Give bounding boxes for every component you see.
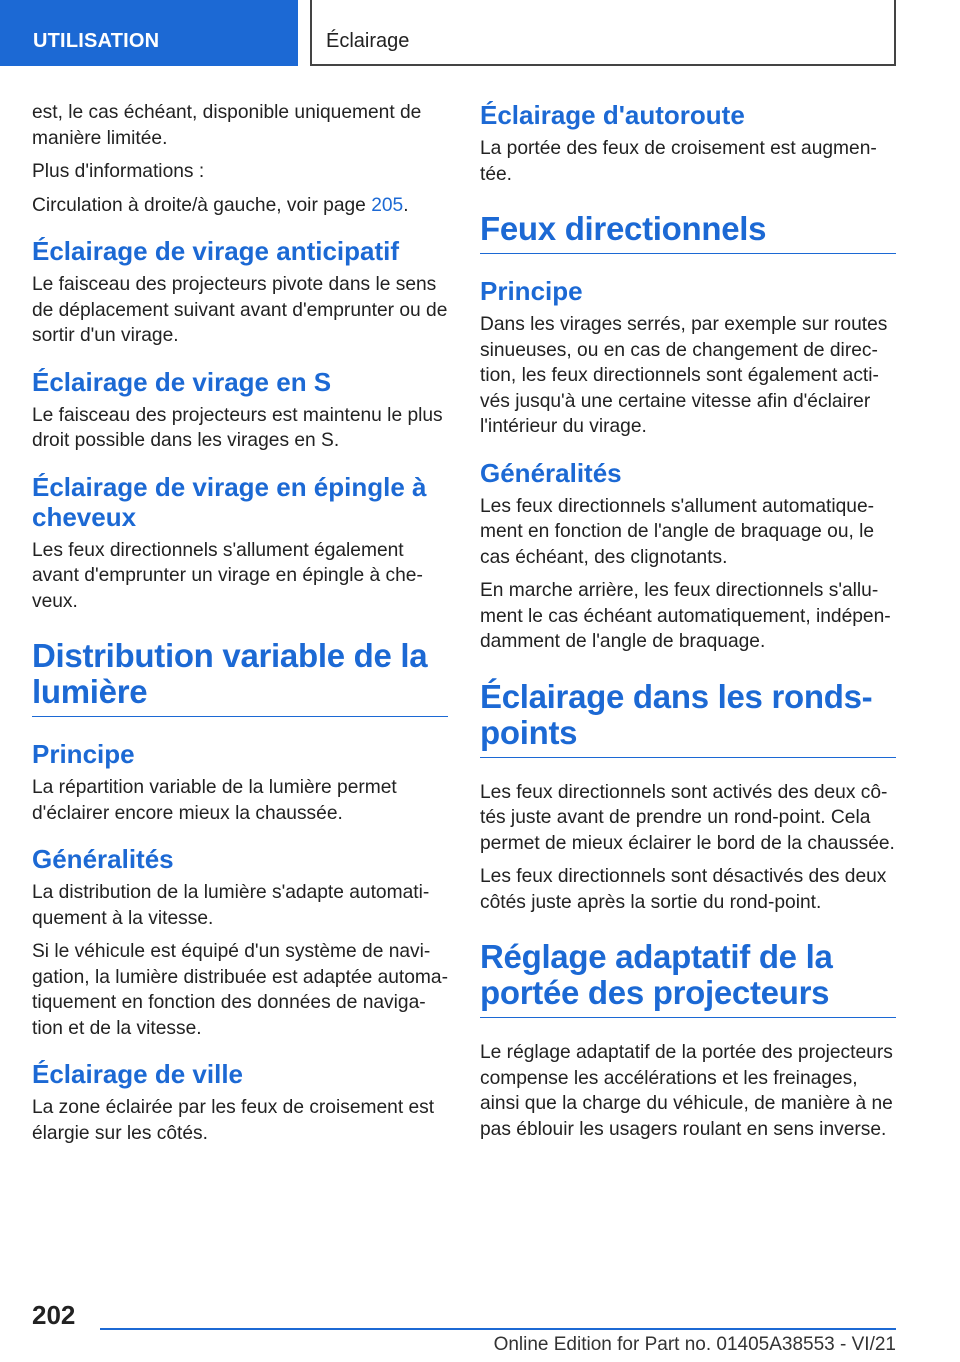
right-column — [480, 100, 896, 1150]
paragraph: Les feux directionnels s'allument également avant d'emprunter un virage en épingle à che- veux. — [32, 539, 423, 612]
page-header — [0, 0, 960, 66]
heading-ville: Éclairage de ville — [32, 1059, 244, 1089]
heading-epingle: Éclairage de virage en épingle à cheveux — [32, 471, 427, 532]
heading-feux-directionnels: Feux directionnels — [480, 211, 896, 254]
reference-end: . — [403, 194, 409, 216]
heading-principe: Principe — [480, 276, 583, 306]
paragraph: La zone éclairée par les feux de croisement est élargie sur les côtés. — [32, 1097, 435, 1144]
paragraph: La portée des feux de croisement est augmen- tée. — [480, 138, 877, 185]
paragraph: Si le véhicule est équipé d'un système de navi- gation, la lumière distribuée est adaptée automa- tiquement en fonction des données de naviga- tion et de la vitesse. — [32, 941, 448, 1039]
paragraph: Dans les virages serrés, par exemple sur routes sinueuses, ou en cas de changement de direc- tion, les feux directionnels sont également acti- vés jusqu'à une certaine vitesse afin d'éclairer l'intérieur du virage. — [480, 314, 888, 437]
paragraph-with-reference — [32, 193, 448, 219]
heading-virage-s: Éclairage de virage en S — [32, 366, 332, 397]
left-column — [32, 100, 448, 1154]
heading-anticipatif: Éclairage de virage anticipatif — [32, 236, 400, 266]
paragraph: La distribution de la lumière s'adapte automati- quement à la vitesse. — [32, 882, 430, 929]
heading-ronds-points: Éclairage dans les ronds- points — [480, 679, 896, 758]
paragraph: Le faisceau des projecteurs pivote dans le sens de déplacement suivant avant d'emprunter ou de sortir d'un virage. — [32, 274, 448, 346]
section-tab-label: UTILISATION — [33, 30, 160, 52]
paragraph: Les feux directionnels sont activés des deux cô- tés juste avant de prendre un rond-point. Cela permet de mieux éclairer le bord de la chaussée. — [480, 781, 895, 854]
chapter-title: Éclairage — [326, 30, 410, 52]
page-number: 202 — [32, 1300, 76, 1330]
page-link[interactable]: 205 — [371, 194, 404, 216]
heading-distribution: Distribution variable de la lumière — [32, 638, 448, 717]
paragraph: Le réglage adaptatif de la portée des projecteurs compense les accélérations et les freinages, ainsi que la charge du véhicule, de manière à ne pas éblouir les usagers roulant en sens inverse. — [480, 1042, 893, 1140]
heading-principe: Principe — [32, 739, 135, 769]
paragraph: Les feux directionnels s'allument automatique- ment en fonction de l'angle de braquage ou, le cas échéant, des clignotants. — [480, 495, 875, 568]
footer-divider — [100, 1328, 896, 1330]
footer-edition: Online Edition for Part no. 01405A38553 - VI/21 — [493, 1334, 896, 1355]
heading-autoroute: Éclairage d'autoroute — [480, 100, 745, 130]
paragraph: La répartition variable de la lumière permet d'éclairer encore mieux la chaussée. — [32, 777, 397, 824]
chapter-tab — [310, 0, 896, 66]
reference-text: Circulation à droite/à gauche, voir page — [32, 194, 372, 216]
paragraph: est, le cas échéant, disponible uniquement de manière limitée. — [32, 102, 422, 149]
paragraph: En marche arrière, les feux directionnels s'allu- ment le cas échéant automatiquement, indépen- damment de l'angle de braquage. — [480, 580, 891, 652]
paragraph: Le faisceau des projecteurs est maintenu le plus droit possible dans les virages en S. — [32, 404, 443, 451]
paragraph: Les feux directionnels sont désactivés des deux côtés juste après la sortie du rond-point. — [480, 866, 887, 913]
heading-reglage: Réglage adaptatif de la portée des projecteurs — [480, 939, 896, 1018]
section-tab[interactable] — [0, 0, 298, 66]
heading-generalites: Généralités — [480, 457, 622, 488]
paragraph: Plus d'informations : — [32, 161, 205, 182]
heading-generalites: Généralités — [32, 844, 174, 874]
